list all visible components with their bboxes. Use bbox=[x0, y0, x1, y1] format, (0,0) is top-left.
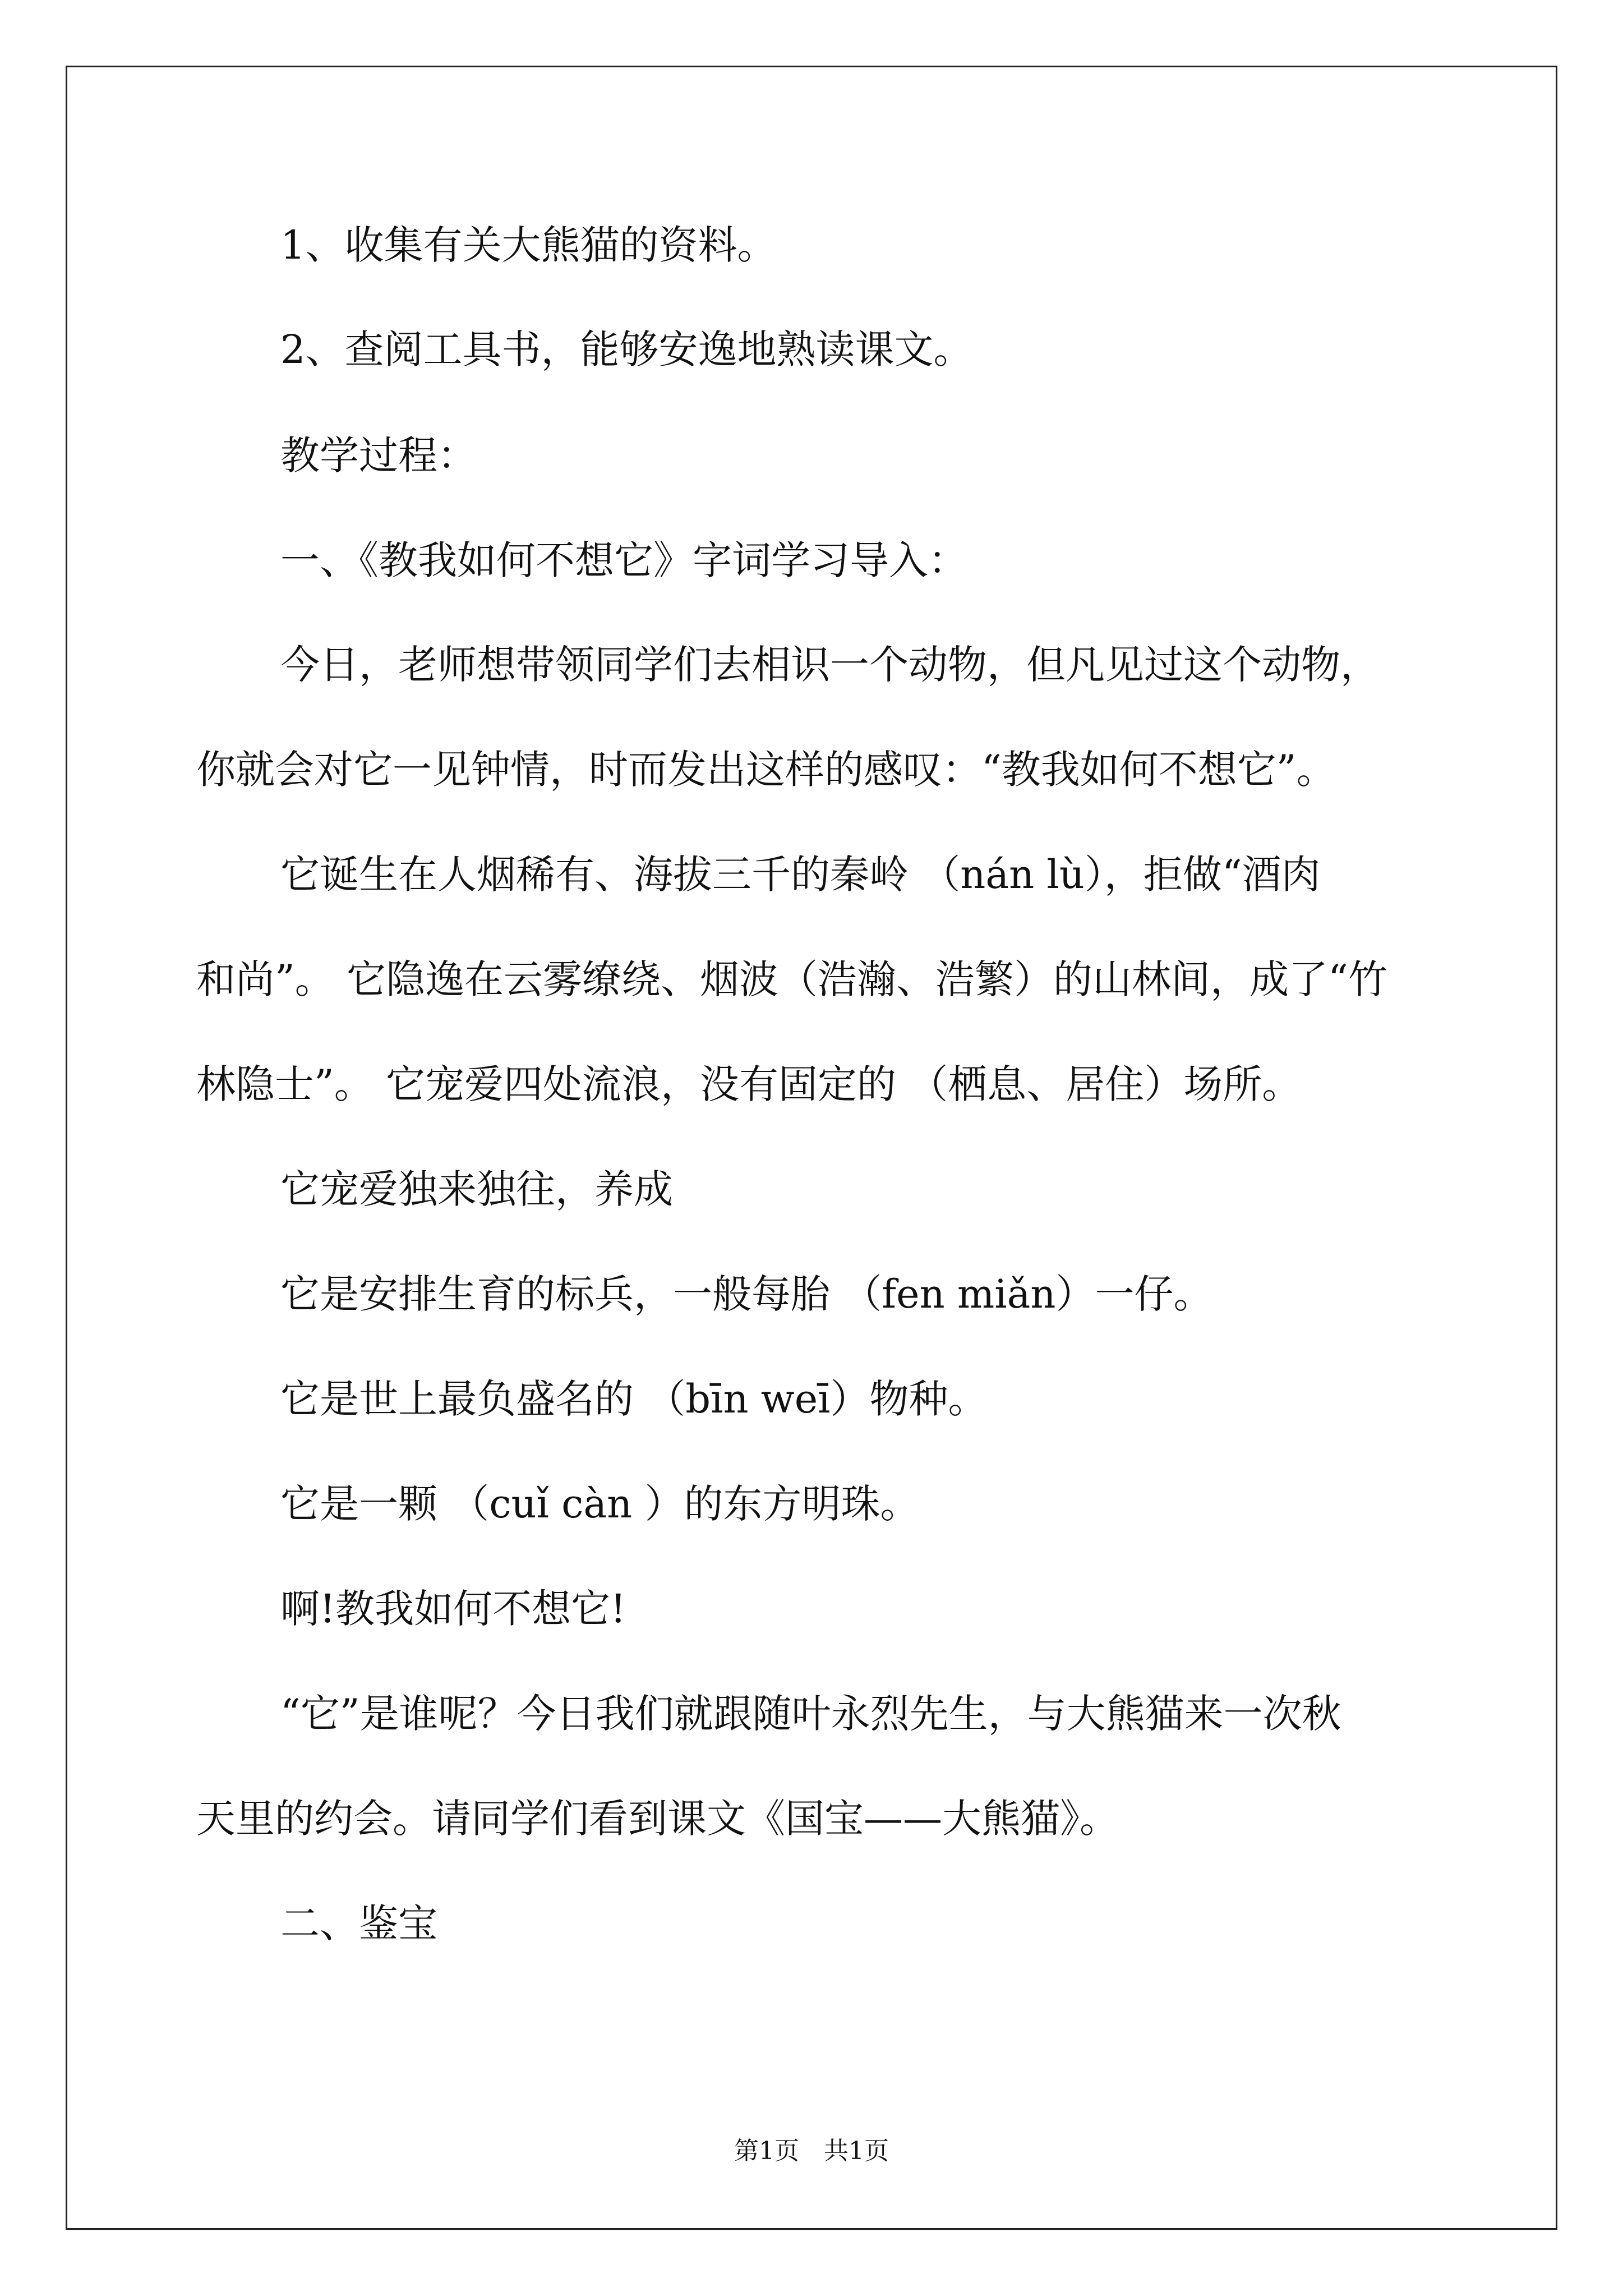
section-heading: 二、鉴宝 bbox=[280, 1901, 437, 1947]
page-number: 第1页 共1页 bbox=[734, 2137, 889, 2165]
paragraph-line: 林隐士”。 它宠爱四处流浪，没有固定的 （栖息、居住）场所。 bbox=[196, 1061, 1302, 1107]
paragraph-line: 它是安排生育的标兵，一般每胎 （fen miǎn）一仔。 bbox=[280, 1271, 1213, 1317]
paragraph-line: “它”是谁呢？今日我们就跟随叶永烈先生，与大熊猫来一次秋 bbox=[280, 1691, 1341, 1737]
paragraph-line: 2、查阅工具书，能够安逸地熟读课文。 bbox=[280, 326, 973, 372]
paragraph-line: 它是世上最负盛名的 （bīn weī）物种。 bbox=[280, 1376, 988, 1422]
section-heading: 一、《教我如何不想它》字词学习导入： bbox=[280, 537, 967, 583]
paragraph-line: 1、收集有关大熊猫的资料。 bbox=[280, 222, 777, 268]
paragraph-line: 它宠爱独来独往，养成 bbox=[280, 1166, 673, 1212]
paragraph-line: 它是一颗 （cuǐ càn ）的东方明珠。 bbox=[280, 1481, 920, 1527]
paragraph-line: 和尚”。 它隐逸在云雾缭绕、烟波（浩瀚、浩繁）的山林间，成了“竹 bbox=[196, 956, 1387, 1002]
paragraph-line: 它诞生在人烟稀有、海拔三千的秦岭 （nán lù），拒做“酒肉 bbox=[280, 852, 1321, 898]
paragraph-line: 教学过程： bbox=[280, 432, 477, 478]
paragraph-line: 今日，老师想带领同学们去相识一个动物，但凡见过这个动物， bbox=[280, 642, 1380, 688]
paragraph-line: 你就会对它一见钟情，时而发出这样的感叹：“教我如何不想它”。 bbox=[196, 747, 1336, 793]
paragraph-line: 天里的约会。请同学们看到课文《国宝——大熊猫》。 bbox=[196, 1796, 1119, 1842]
paragraph-line: 啊!教我如何不想它! bbox=[280, 1586, 626, 1632]
